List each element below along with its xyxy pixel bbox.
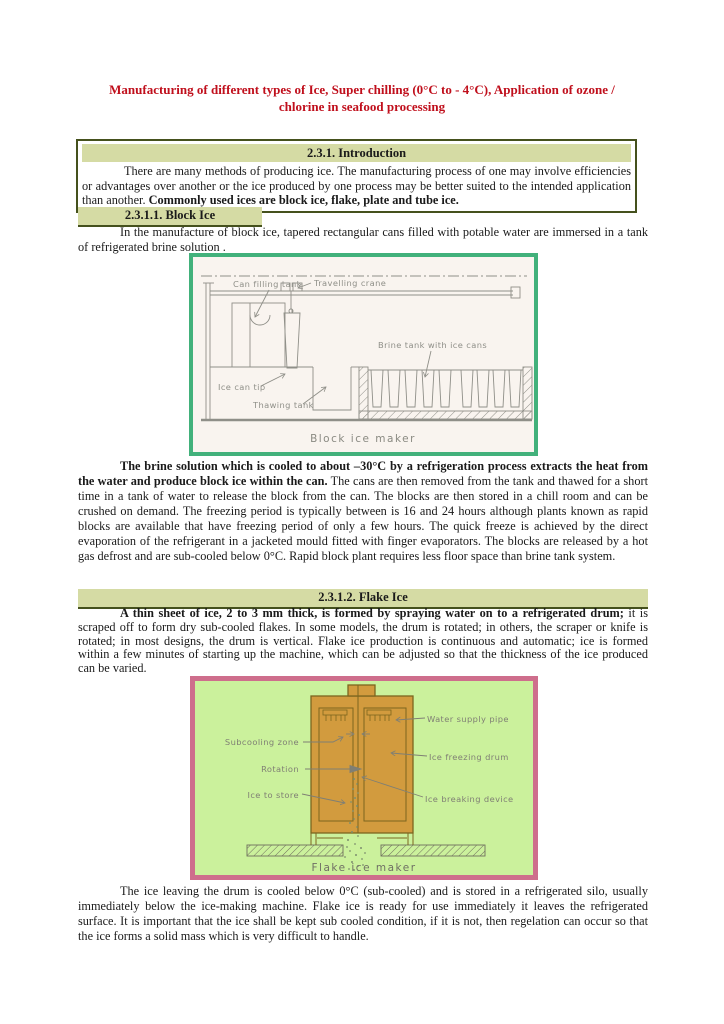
- thawing-tank-shape: [313, 367, 351, 410]
- flake-ice-paragraph-1-regular: it is scraped off to form dry sub-cooled flakes. In some models, the drum is rotated; in others, the scraper or knife is rotated; in most designs, the drum is vertical. Flake ice production is continuous and automatic; ice is formed within a few minutes of starting up the machine, which can be adjusted so that the thickness of the ice produced can be varied.: [78, 606, 648, 676]
- floor-blocks: [247, 845, 485, 856]
- brine-tank-shape: [359, 367, 532, 419]
- can-filling-tank-shape: [232, 303, 285, 367]
- block-ice-paragraph-1: In the manufacture of block ice, tapered rectangular cans filled with potable water are immersed in a tank of refrigerated brine solution .: [78, 225, 648, 254]
- hanging-ice-can: [284, 309, 300, 368]
- brine-tank-leader: [425, 351, 431, 377]
- intro-paragraph-regular: There are many methods of producing ice. The manufacturing process of one may involve efficiencies or advantages over another or the ice produced by one process may be better suited to the intended application than another.: [82, 164, 631, 207]
- intro-paragraph-bold: Commonly used ices are block ice, flake, plate and tube ice.: [148, 193, 459, 207]
- water-supply-pipe-label: Water supply pipe: [427, 714, 509, 724]
- travelling-crane-label: Travelling crane: [314, 278, 387, 288]
- block-ice-maker-drawing: [193, 257, 534, 452]
- intro-paragraph: [82, 164, 631, 208]
- block-ice-heading: 2.3.1.1. Block Ice: [78, 207, 262, 227]
- drum-legs: [311, 833, 413, 845]
- flake-ice-paragraph-2: The ice leaving the drum is cooled below 0°C (sub-cooled) and is stored in a refrigerated silo, usually immediately below the ice-making machine. Flake ice is ready for use immediately it leaves the refrigerated surface. It is important that the ice shall be kept sub cooled condition, if it is not, then regelation can occur so that the ice forms a solid mass which is very difficult to handle.: [78, 884, 648, 943]
- flake-ice-maker-diagram: [190, 676, 538, 880]
- rotation-label: Rotation: [261, 764, 299, 774]
- flake-ice-paragraph-1-bold: A thin sheet of ice, 2 to 3 mm thick, is formed by spraying water on to a refrigerated drum;: [120, 606, 624, 620]
- intro-section-box: [76, 139, 637, 213]
- left-wall: [203, 283, 214, 419]
- brine-tank-label: Brine tank with ice cans: [378, 340, 488, 350]
- flake-ice-heading: 2.3.1.2. Flake Ice: [78, 589, 648, 609]
- ice-freezing-drum-label: Ice freezing drum: [429, 752, 509, 762]
- intro-heading: 2.3.1. Introduction: [82, 144, 631, 162]
- block-ice-paragraph-2: [78, 459, 648, 564]
- subcooling-zone-label: Subcooling zone: [224, 737, 299, 747]
- block-diagram-caption: Block ice maker: [310, 433, 416, 445]
- ice-to-store-label: Ice to store: [247, 790, 299, 800]
- page-title-line2: chlorine in seafood processing: [278, 99, 446, 114]
- ice-cans-row: [371, 370, 521, 407]
- page-title-line1: Manufacturing of different types of Ice, Super chilling (0°C to - 4°C), Application of ozone /: [109, 82, 615, 97]
- drum-assembly: [311, 685, 413, 845]
- page-title: [0, 81, 724, 115]
- flake-ice-maker-drawing: [195, 681, 533, 875]
- can-filling-tank-leader: [255, 290, 269, 317]
- block-ice-paragraph-2-regular: The cans are then removed from the tank and thawed for a short time in a tank of water to release the block from the can. The blocks are then stored in a chill room and can be crushed on demand. The freezing period is typically between is 16 and 24 hours although plants known as rapid blocks are available that have freezing period of only a few hours. The quick freeze is achieved by the direct evaporation of the refrigerant in a jacketed mould fitted with finger evaporators. The blocks are released by a hot gas defrost and are sub-cooled below 0°C. Rapid block plant requires less floor space than brine tank system.: [78, 474, 648, 563]
- flake-diagram-caption: Flake ice maker: [311, 862, 417, 874]
- block-ice-paragraph-2-bold: The brine solution which is cooled to about –30°C by a refrigeration process extracts the heat from the water and produce block ice within the can.: [78, 459, 648, 488]
- ice-breaking-device-label: Ice breaking device: [425, 794, 514, 804]
- ice-can-tip-label: Ice can tip: [218, 382, 266, 392]
- block-ice-maker-diagram: [189, 253, 538, 456]
- thawing-tank-label: Thawing tank: [253, 400, 314, 410]
- flake-ice-paragraph-1: [78, 607, 648, 676]
- can-filling-tank-label: Can filling tank: [233, 279, 302, 289]
